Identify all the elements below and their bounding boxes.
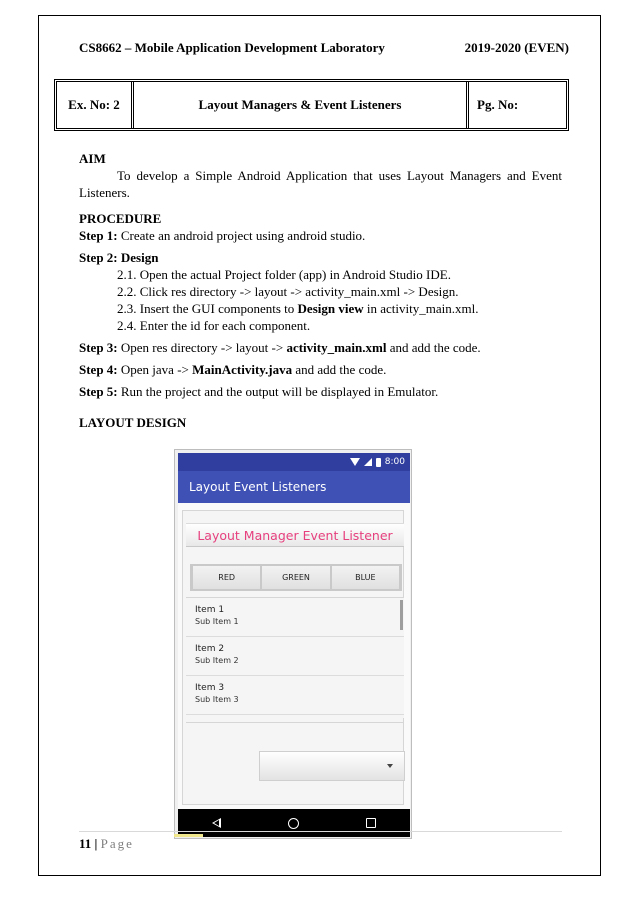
page-label: Page bbox=[100, 836, 134, 851]
exercise-table bbox=[54, 79, 569, 131]
document-body bbox=[79, 150, 562, 431]
green-button[interactable]: GREEN bbox=[262, 566, 329, 589]
app-screen bbox=[178, 503, 410, 809]
list-item[interactable]: Item 2 Sub Item 2 bbox=[186, 637, 404, 676]
blue-button[interactable]: BLUE bbox=[332, 566, 399, 589]
step-2-3: 2.3. Insert the GUI components to Design view in activity_main.xml. bbox=[117, 301, 479, 316]
aim-text: To develop a Simple Android Application that uses Layout Managers and Event Listeners. bbox=[79, 168, 562, 200]
item-list[interactable] bbox=[186, 597, 404, 718]
list-divider bbox=[186, 722, 404, 723]
step-2-2: 2.2. Click res directory -> layout -> activity_main.xml -> Design. bbox=[117, 284, 459, 299]
step-3: Step 3: Open res directory -> layout -> activity_main.xml and add the code. bbox=[79, 340, 481, 355]
battery-icon bbox=[376, 458, 381, 467]
step-4: Step 4: Open java -> MainActivity.java and add the code. bbox=[79, 362, 387, 377]
step-1: Step 1: Create an android project using android studio. bbox=[79, 228, 366, 243]
app-title: Layout Event Listeners bbox=[189, 480, 327, 494]
list-scrollbar[interactable] bbox=[400, 600, 403, 630]
app-bar bbox=[178, 471, 410, 503]
layout-frame bbox=[182, 510, 404, 805]
highlight-mark bbox=[174, 834, 203, 837]
screen-title: Layout Manager Event Listener bbox=[186, 523, 404, 547]
step-2-4: 2.4. Enter the id for each component. bbox=[117, 318, 311, 333]
recents-icon[interactable] bbox=[366, 818, 376, 828]
emulator-screenshot bbox=[174, 449, 412, 839]
course-title: CS8662 – Mobile Application Development Laboratory bbox=[79, 40, 385, 55]
layout-design-heading: LAYOUT DESIGN bbox=[79, 415, 187, 430]
ex-no-cell: Ex. No: 2 bbox=[57, 82, 134, 128]
list-item[interactable]: Item 3 Sub Item 3 bbox=[186, 676, 404, 715]
ex-title-cell: Layout Managers & Event Listeners bbox=[134, 82, 469, 128]
academic-year: 2019-2020 (EVEN) bbox=[464, 40, 569, 55]
home-icon[interactable] bbox=[288, 818, 299, 829]
aim-heading: AIM bbox=[79, 151, 106, 166]
nav-bar bbox=[178, 809, 410, 837]
status-bar bbox=[178, 453, 410, 471]
step-2-1: 2.1. Open the actual Project folder (app) in Android Studio IDE. bbox=[117, 267, 451, 282]
step-2-label: Step 2: Design bbox=[79, 250, 159, 265]
step-5: Step 5: Run the project and the output will be displayed in Emulator. bbox=[79, 384, 439, 399]
page-footer: 11 | Page bbox=[79, 836, 134, 851]
button-row bbox=[190, 564, 402, 591]
page-header bbox=[79, 40, 569, 56]
wifi-icon bbox=[350, 458, 360, 466]
page-number: 11 bbox=[79, 836, 92, 851]
pg-no-cell: Pg. No: bbox=[477, 97, 519, 112]
signal-icon bbox=[364, 458, 372, 466]
dropdown-arrow-icon bbox=[387, 764, 393, 768]
spinner-dropdown[interactable] bbox=[259, 751, 405, 781]
back-icon[interactable] bbox=[212, 818, 221, 828]
footer-rule bbox=[79, 831, 562, 832]
procedure-heading: PROCEDURE bbox=[79, 211, 162, 226]
status-time: 8:00 bbox=[384, 457, 405, 467]
red-button[interactable]: RED bbox=[193, 566, 260, 589]
list-item[interactable]: Item 1 Sub Item 1 bbox=[186, 598, 404, 637]
